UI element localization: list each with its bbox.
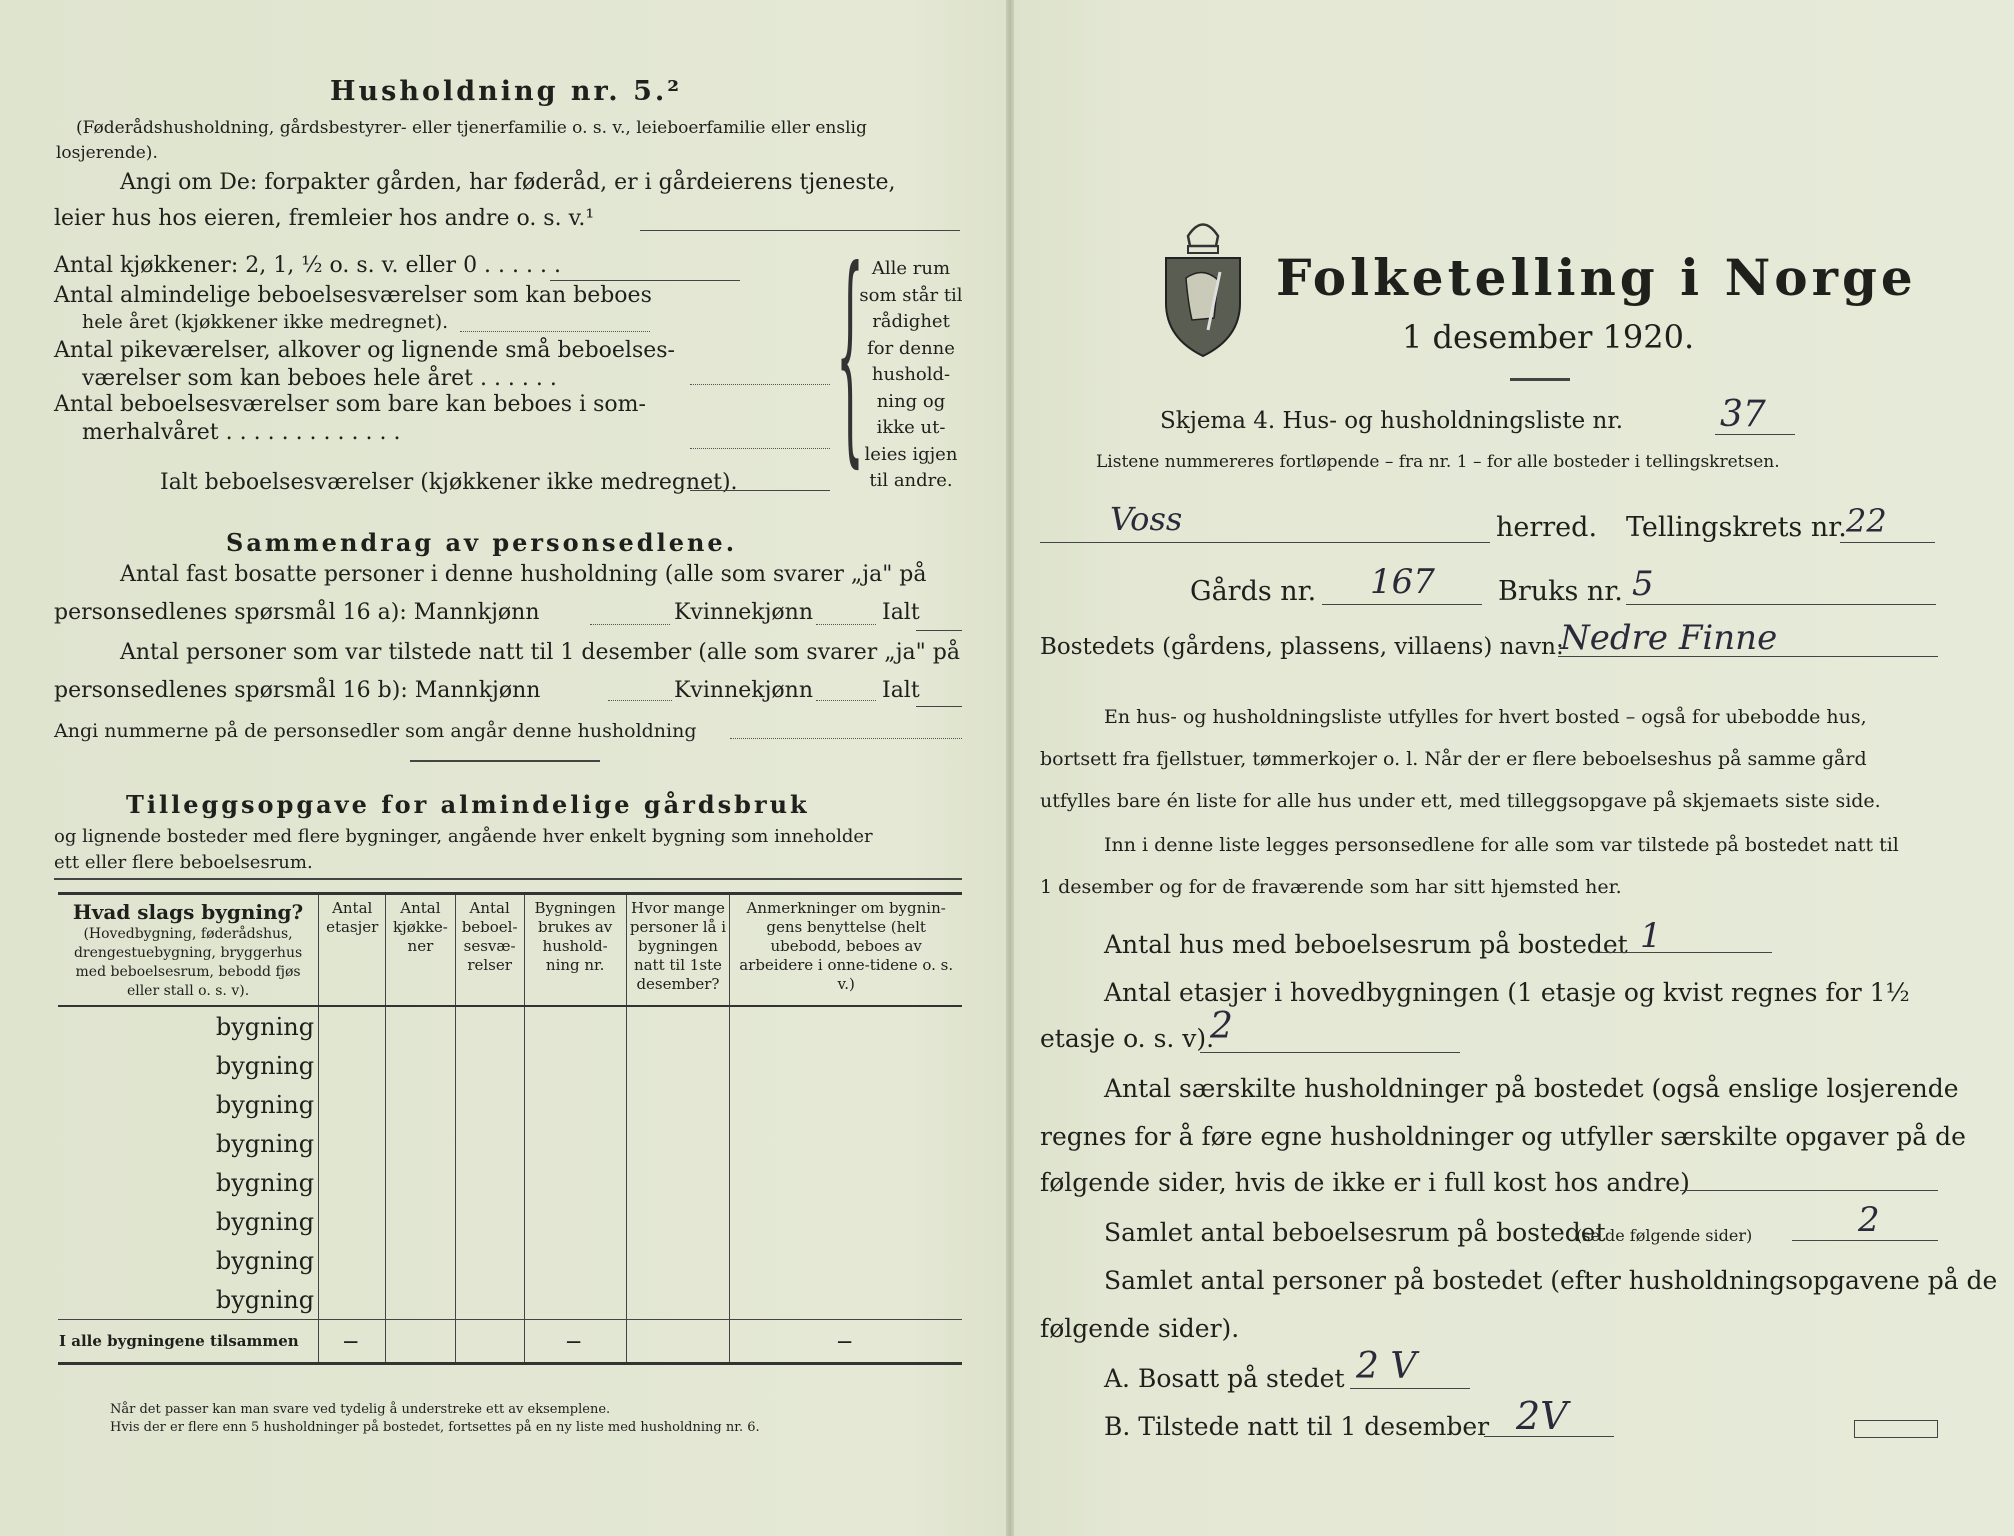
total-rooms-site-hint: (se de følgende sider) [1576,1226,1753,1245]
numbers-label: Angi nummerne på de personsedler som angår denne husholdning [54,720,697,742]
angi-line-2: leier hus hos eieren, fremleier hos andre o. s. v.¹ [54,206,595,231]
herred-line [1040,542,1490,543]
brace-note-line: til andre. [869,470,953,491]
present-night-value[interactable]: 2V [1516,1394,1568,1438]
cell[interactable] [455,1006,524,1046]
schema-number-line [1715,434,1795,435]
coat-of-arms-icon [1158,208,1248,362]
resident-on-site-line [1350,1388,1470,1389]
floors-value[interactable]: 2 [1210,1006,1233,1047]
col-persons: Hvor mange personer lå i bygningen natt til 1ste desember? [626,894,730,1007]
cell[interactable] [524,1085,626,1124]
total-rooms-site-line [1792,1240,1938,1241]
instructions-2: bortsett fra fjellstuer, tømmerkojer o. l. Når der er flere beboelseshus på samme gård [1040,748,1867,770]
numbering-note: Listene nummereres fortløpende – fra nr. 1 – for alle bosteder i tellingskretsen. [1096,452,1780,472]
cell[interactable] [626,1085,730,1124]
total-floors: — [319,1320,386,1364]
col-building-type [58,894,319,1007]
cell[interactable] [626,1006,730,1046]
row-label[interactable]: bygning [215,1090,315,1119]
cell[interactable] [386,1163,455,1202]
present-total-line[interactable] [916,706,962,707]
kitchens-label: Antal kjøkkener: 2, 1, ½ o. s. v. eller 0 . . . . . . [54,253,561,278]
small-rooms-label-a: Antal pikeværelser, alkover og lignende små beboelses- [54,338,675,363]
persons-label-b: følgende sider). [1040,1314,1240,1343]
houses-value[interactable]: 1 [1640,916,1662,956]
total-rooms-site-label: Samlet antal beboelsesrum på bostedet [1104,1218,1606,1247]
households-label-b: regnes for å føre egne husholdninger og utfyller særskilte opgaver på de [1040,1122,1966,1151]
cell[interactable] [626,1320,730,1364]
page-fold [1006,0,1014,1536]
table-row [58,1280,962,1320]
cell[interactable] [730,1085,962,1124]
section-divider [410,760,600,762]
table-row [58,1006,962,1046]
cell[interactable] [319,1124,386,1163]
resident-female-label: Kvinnekjønn [674,600,813,625]
rooms-label-a: Antal almindelige beboelsesværelser som kan beboes [54,283,652,308]
bosted-label: Bostedets (gårdens, plassens, villaens) navn: [1040,634,1564,660]
col-building-type-hint: (Hovedbygning, føderådshus, drengestuebygning, bryggerhus med beboelsesrum, bebodd fjøs eller stall o. s. v). [73,926,303,999]
col-floors: Antal etasjer [319,894,386,1007]
supplement-heading: Tilleggsopgave for almindelige gårdsbruk [126,790,810,819]
resident-male-line[interactable] [590,624,670,625]
cell[interactable] [626,1280,730,1320]
households-line[interactable] [1680,1190,1938,1191]
floors-label-a: Antal etasjer i hovedbygningen (1 etasje og kvist regnes for 1½ [1104,978,1910,1007]
present-line-b: personsedlenes spørsmål 16 b): Mannkjønn [54,678,541,703]
total-household: — [524,1320,626,1364]
small-rooms-label-b: værelser som kan beboes hele året . . . . . . [82,366,557,391]
bruks-line [1626,604,1936,605]
tellingskrets-value[interactable]: 22 [1846,502,1887,540]
row-label[interactable]: bygning [215,1051,315,1080]
cell[interactable] [455,1202,524,1241]
table-header-row [58,894,962,1007]
cell[interactable] [386,1241,455,1280]
cell[interactable] [524,1241,626,1280]
resident-on-site-value[interactable]: 2 V [1356,1346,1417,1387]
table-row [58,1046,962,1085]
cell[interactable] [386,1046,455,1085]
resident-total-label: Ialt [882,600,920,625]
form-title: Folketelling i Norge [1276,248,1917,307]
floors-label-b: etasje o. s. v). [1040,1024,1215,1053]
brace-icon: { [836,224,864,491]
instructions-5: 1 desember og for de fraværende som har sitt hjemsted her. [1040,876,1622,898]
left-page [50,0,963,1536]
row-label[interactable]: bygning [215,1285,315,1314]
cell[interactable] [730,1006,962,1046]
table-top-rule [54,878,962,880]
gards-label: Gårds nr. [1190,576,1317,607]
cell[interactable] [455,1241,524,1280]
cell[interactable] [626,1202,730,1241]
row-label[interactable]: bygning [215,1207,315,1236]
herred-label: herred. [1496,512,1598,543]
cell[interactable] [455,1124,524,1163]
numbers-answer-line[interactable] [730,738,962,739]
buildings-table [58,892,962,1365]
cell[interactable] [626,1046,730,1085]
present-line-a: Antal personer som var tilstede natt til 1 desember (alle som svarer „ja" på [120,640,960,665]
row-label[interactable]: bygning [215,1012,315,1041]
row-label[interactable]: bygning [215,1246,315,1275]
rooms-answer-line[interactable] [460,331,650,332]
summary-heading: Sammendrag av personsedlene. [226,528,738,557]
floors-line [1200,1052,1460,1053]
supplement-text-1: og lignende bosteder med flere bygninger, angående hver enkelt bygning som inneholder [54,826,873,847]
household-intro: (Føderådshusholdning, gårdsbestyrer- eller tjenerfamilie o. s. v., leieboerfamilie eller enslig losjerende). [56,118,867,163]
table-row [58,1202,962,1241]
brace-note-line: ning og [876,390,946,412]
table-total-row [58,1320,962,1364]
households-label-a: Antal særskilte husholdninger på bostedet (også enslige losjerende [1104,1074,1959,1103]
angi-line-1: Angi om De: forpakter gården, har føderåd, er i gårdeierens tjeneste, [120,170,896,195]
col-building-type-title: Hvad slags bygning? [72,900,304,924]
resident-line-b: personsedlenes spørsmål 16 a): Mannkjønn [54,600,540,625]
cell[interactable] [455,1085,524,1124]
cell[interactable] [730,1124,962,1163]
cell[interactable] [626,1124,730,1163]
instructions-4: Inn i denne liste legges personsedlene for alle som var tilstede på bostedet natt til [1104,834,1899,856]
cell[interactable] [524,1280,626,1320]
cell[interactable] [386,1006,455,1046]
total-rooms-site-value[interactable]: 2 [1858,1200,1880,1240]
col-remarks: Anmerkninger om bygnin-gens benyttelse (helt ubebodd, beboes av arbeidere i onne-tidene o. s. v.) [730,894,962,1007]
total-rooms-answer-line[interactable] [690,490,830,491]
cell[interactable] [455,1046,524,1085]
cell[interactable] [319,1046,386,1085]
row-label[interactable]: bygning [215,1168,315,1197]
footnote-1: Når det passer kan man svare ved tydelig å understreke ett av eksemplene. [110,1402,611,1417]
cell[interactable] [730,1046,962,1085]
cell[interactable] [455,1163,524,1202]
brace-note-line: Alle rum [871,258,951,279]
instructions-1: En hus- og husholdningsliste utfylles for hvert bosted – også for ubebodde hus, [1104,706,1867,728]
present-male-line[interactable] [608,700,672,701]
present-total-label: Ialt [882,678,920,703]
total-label: I alle bygningene tilsammen [58,1320,319,1364]
cell[interactable] [524,1163,626,1202]
households-label-c: følgende sider, hvis de ikke er i full kost hos andre) [1040,1168,1690,1197]
cell[interactable] [730,1280,962,1320]
cell[interactable] [455,1280,524,1320]
cell[interactable] [524,1124,626,1163]
cell[interactable] [319,1280,386,1320]
cell[interactable] [319,1085,386,1124]
herred-value[interactable]: Voss [1110,500,1183,538]
col-rooms: Antal beboel-sesvæ-relser [455,894,524,1007]
table-row [58,1085,962,1124]
footnote-2: Hvis der er flere enn 5 husholdninger på bostedet, fortsettes på en ny liste med husholdning nr. 6. [110,1420,760,1435]
bruks-label: Bruks nr. [1498,576,1623,607]
summer-rooms-label-b: merhalvåret . . . . . . . . . . . . . [82,420,401,445]
col-household-nr: Bygningen brukes av hushold-ning nr. [524,894,626,1007]
supplement-text-2: ett eller flere beboelsesrum. [54,852,313,873]
summer-rooms-label-a: Antal beboelsesværelser som bare kan beboes i som- [54,392,646,417]
houses-line [1592,952,1772,953]
household-heading: Husholdning nr. 5.² [330,76,683,107]
kitchens-answer-line[interactable] [550,280,740,281]
cell[interactable] [386,1280,455,1320]
census-date: 1 desember 1920. [1402,318,1695,356]
schema-number[interactable]: 37 [1720,394,1766,435]
cell[interactable] [319,1241,386,1280]
resident-line-a: Antal fast bosatte personer i denne husholdning (alle som svarer „ja" på [120,562,927,587]
printer-stamp [1854,1420,1938,1438]
resident-female-line[interactable] [816,624,876,625]
resident-on-site-label: A. Bosatt på stedet [1104,1364,1345,1393]
cell[interactable] [730,1241,962,1280]
row-label[interactable]: bygning [215,1129,315,1158]
cell[interactable] [319,1202,386,1241]
tellingskrets-label: Tellingskrets nr. [1626,512,1847,543]
small-rooms-answer-line[interactable] [690,384,830,385]
table-row [58,1163,962,1202]
brace-note-line: som står til [859,284,963,306]
brace-note-line: hushold- [871,364,951,385]
angi-answer-line[interactable] [640,230,960,231]
table-row [58,1124,962,1163]
brace-note-line: for denne [867,337,955,359]
table-row [58,1241,962,1280]
present-female-line[interactable] [816,700,876,701]
cell[interactable] [386,1202,455,1241]
present-night-line [1484,1436,1614,1437]
houses-label: Antal hus med beboelsesrum på bostedet [1104,930,1628,959]
present-night-label: B. Tilstede natt til 1 desember [1104,1412,1490,1441]
cell[interactable] [319,1006,386,1046]
resident-total-line[interactable] [916,630,962,631]
cell[interactable] [524,1006,626,1046]
cell[interactable] [626,1163,730,1202]
title-rule [1510,378,1570,381]
right-page [1040,0,1998,1536]
tellingskrets-line [1840,542,1935,543]
brace-note-line: rådighet [872,311,950,332]
summer-rooms-answer-line[interactable] [690,448,830,449]
brace-note-line: ikke ut- [876,417,946,438]
cell[interactable] [626,1241,730,1280]
brace-note [856,256,966,495]
gards-value[interactable]: 167 [1370,562,1435,602]
rooms-label-b: hele året (kjøkkener ikke medregnet). [82,311,449,333]
bosted-value[interactable]: Nedre Finne [1560,618,1778,658]
cell[interactable] [524,1046,626,1085]
schema-label: Skjema 4. Hus- og husholdningsliste nr. [1160,408,1624,434]
brace-note-line: leies igjen [864,443,958,465]
gards-line [1322,604,1482,605]
total-rooms-label: Ialt beboelsesværelser (kjøkkener ikke medregnet). [160,470,738,495]
cell[interactable] [319,1163,386,1202]
cell[interactable] [455,1320,524,1364]
total-remarks: — [730,1320,962,1364]
bruks-value[interactable]: 5 [1632,564,1654,604]
present-female-label: Kvinnekjønn [674,678,813,703]
persons-label-a: Samlet antal personer på bostedet (efter husholdningsopgavene på de [1104,1266,1998,1295]
instructions-3: utfylles bare én liste for alle hus under ett, med tilleggsopgave på skjemaets siste side. [1040,790,1881,812]
col-kitchens: Antal kjøkke-ner [386,894,455,1007]
cell[interactable] [730,1202,962,1241]
cell[interactable] [386,1320,455,1364]
cell[interactable] [386,1124,455,1163]
cell[interactable] [524,1202,626,1241]
bosted-line [1558,656,1938,657]
cell[interactable] [730,1163,962,1202]
cell[interactable] [386,1085,455,1124]
